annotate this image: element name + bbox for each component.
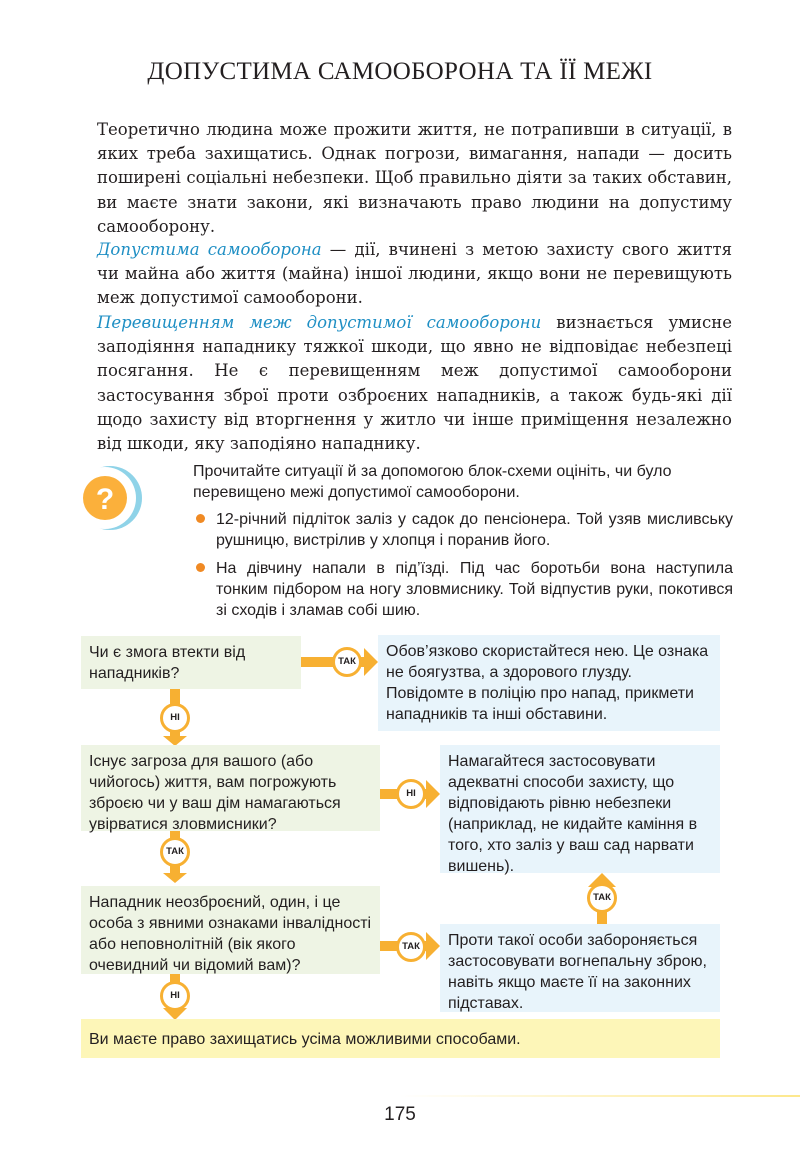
intro-paragraph <box>97 118 732 239</box>
page-number: 175 <box>384 1104 416 1125</box>
question-icon <box>72 462 142 532</box>
definition-paragraph-1 <box>97 238 732 311</box>
no-badge: НІ <box>160 981 190 1011</box>
arrow-down-icon <box>163 873 187 883</box>
intro-text: Теоретично людина може прожити життя, не потрапивши в ситуації, в яких треба захищатись. Однак погрози, вимагання, напади — досить поширені соціальні небезпеки. Щоб правильно діяти за таких обставин, ви маєте знати закони, які визначають право людини на допустиму самооборону. <box>97 120 732 236</box>
yes-badge: ТАК <box>332 647 362 677</box>
yes-badge: ТАК <box>160 837 190 867</box>
yes-badge: ТАК <box>587 883 617 913</box>
no-badge: НІ <box>160 703 190 733</box>
bullet-dot-icon <box>196 514 205 523</box>
definition-text-2: визнається умисне заподіяння нападнику тяжкої шкоди, що явно не відповідає небезпеці посягання. Не є перевищенням меж допустимої самооборони застосування зброї проти озброєних нападників, а також будь-які дії щодо захисту від вторгнення у житло чи інше приміщення незалежно від шкоди, яку заподіяно нападнику. <box>97 313 733 454</box>
answer-box-2: Намагайтеся застосовувати адекватні способи захисту, що відповідають рівню небезпеки (наприклад, не кидайте каміння в того, хто заліз у ваш сад нарвати вишень). <box>440 745 720 873</box>
task-prompt <box>193 461 733 503</box>
arrow-right-icon <box>426 932 440 960</box>
term-self-defense: Допустима самооборона <box>97 240 322 259</box>
final-box: Ви маєте право захищатись усіма можливими способами. <box>81 1019 720 1058</box>
situation-item-2: На дівчину напали в під’їзді. Під час боротьби вона наступила тонким підбором на ногу зловмиснику. Той відпустив руки, покотився зі сходів і зламав собі шию. <box>216 560 733 619</box>
yes-badge: ТАК <box>396 932 426 962</box>
definition-paragraph-2 <box>97 311 732 456</box>
question-symbol: ? <box>95 483 115 516</box>
situation-item-1: 12-річний підліток заліз у садок до пенсіонера. Той узяв мисливську рушницю, вистрілив у хлопця і поранив його. <box>216 511 733 549</box>
question-box-2: Існує загроза для вашого (або чийогось) життя, вам погрожують зброєю чи у ваш дім намагаються увірватися зловмисники? <box>81 745 380 831</box>
definition-text-1: — дії, вчинені з метою захисту свого життя чи майна або життя (майна) іншої людини, якщо вони не перевищують меж допустимої самооборони. <box>97 240 732 308</box>
answer-box-3: Проти такої особи забороняється застосовувати вогнепальну зброю, навіть якщо маєте її на законних підставах. <box>440 924 720 1012</box>
task-prompt-text: Прочитайте ситуації й за допомогою блок-схеми оцініть, чи було перевищено межі допустимої самооборони. <box>193 463 672 501</box>
arrow-right-icon <box>426 780 440 808</box>
answer-box-1: Обов’язково скористайтеся нею. Це ознака не боягузтва, а здорового глузду. Повідомте в поліцію про напад, прикмети нападників та інші обставини. <box>378 635 720 731</box>
bullet-dot-icon <box>196 563 205 572</box>
question-box-1: Чи є змога втекти від нападників? <box>81 636 301 689</box>
term-excess-self-defense: Перевищенням меж допустимої самооборони <box>97 313 542 332</box>
page-title: ДОПУСТИМА САМООБОРОНА ТА ЇЇ МЕЖІ <box>147 58 653 85</box>
footer-divider <box>400 1095 800 1097</box>
question-box-3: Нападник неозброєний, один, і це особа з явними ознаками інвалідності або неповнолітній (вік якого очевидний чи відомий вам)? <box>81 886 380 974</box>
arrow-right-icon <box>364 648 378 676</box>
no-badge: НІ <box>396 779 426 809</box>
